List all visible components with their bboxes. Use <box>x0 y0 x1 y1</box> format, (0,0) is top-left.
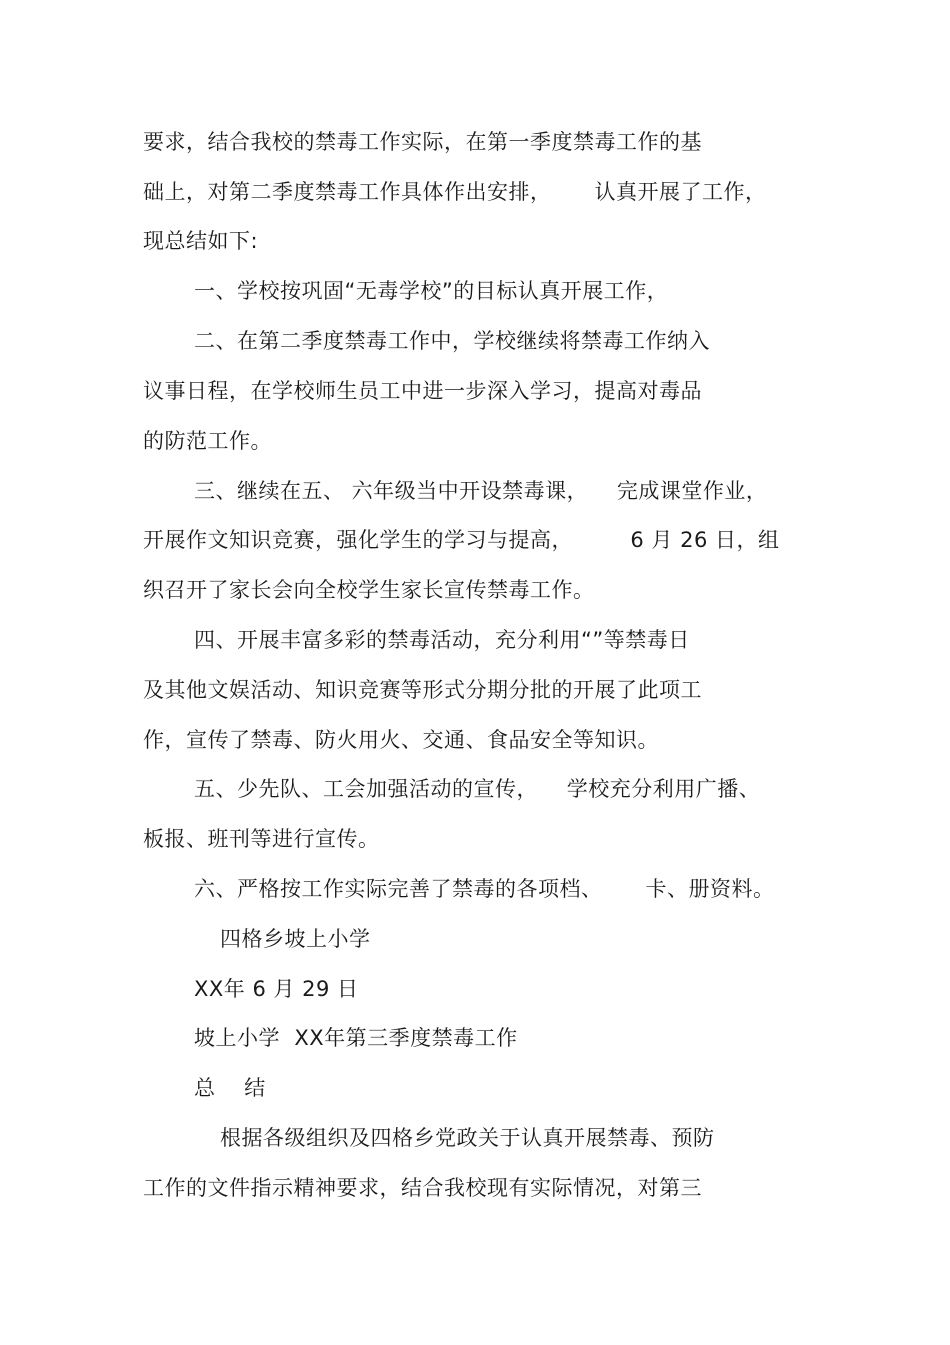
text-line-1: 要求，结合我校的禁毒工作实际，在第一季度禁毒工作的基 <box>143 130 702 154</box>
text-line-14: 五、少先队、工会加强活动的宣传， 学校充分利用广播、 <box>194 777 761 801</box>
text-line-4: 一、学校按巩固“无毒学校”的目标认真开展工作， <box>194 279 669 303</box>
text-line-2: 础上，对第二季度禁毒工作具体作出安排， 认真开展了工作， <box>143 180 767 204</box>
signature-date: XX年 6 月 29 日 <box>194 977 359 1001</box>
text-line-5: 二、在第二季度禁毒工作中，学校继续将禁毒工作纳入 <box>194 329 710 353</box>
text-line-21: 根据各级组织及四格乡党政关于认真开展禁毒、预防 <box>220 1126 715 1150</box>
text-line-8: 三、继续在五、 六年级当中开设禁毒课， 完成课堂作业， <box>194 479 768 503</box>
text-line-13: 作，宣传了禁毒、防火用火、交通、食品安全等知识。 <box>143 728 659 752</box>
text-line-11: 四、开展丰富多彩的禁毒活动，充分利用“”等禁毒日 <box>194 628 690 652</box>
text-line-9: 开展作文知识竞赛，强化学生的学习与提高， 6 月 26 日，组 <box>143 528 780 552</box>
text-line-16: 六、严格按工作实际完善了禁毒的各项档、 卡、册资料。 <box>194 877 775 901</box>
text-line-6: 议事日程，在学校师生员工中进一步深入学习，提高对毒品 <box>143 379 702 403</box>
text-line-10: 织召开了家长会向全校学生家长宣传禁毒工作。 <box>143 578 595 602</box>
section-title: 坡上小学 XX年第三季度禁毒工作 <box>194 1026 518 1050</box>
text-line-12: 及其他文娱活动、知识竞赛等形式分期分批的开展了此项工 <box>143 678 702 702</box>
section-subtitle: 总 结 <box>194 1076 266 1100</box>
signature-school: 四格乡坡上小学 <box>220 927 371 951</box>
text-line-3: 现总结如下: <box>143 229 259 253</box>
text-line-15: 板报、班刊等进行宣传。 <box>143 827 380 851</box>
text-line-22: 工作的文件指示精神要求，结合我校现有实际情况，对第三 <box>143 1176 702 1200</box>
text-line-7: 的防范工作。 <box>143 429 272 453</box>
